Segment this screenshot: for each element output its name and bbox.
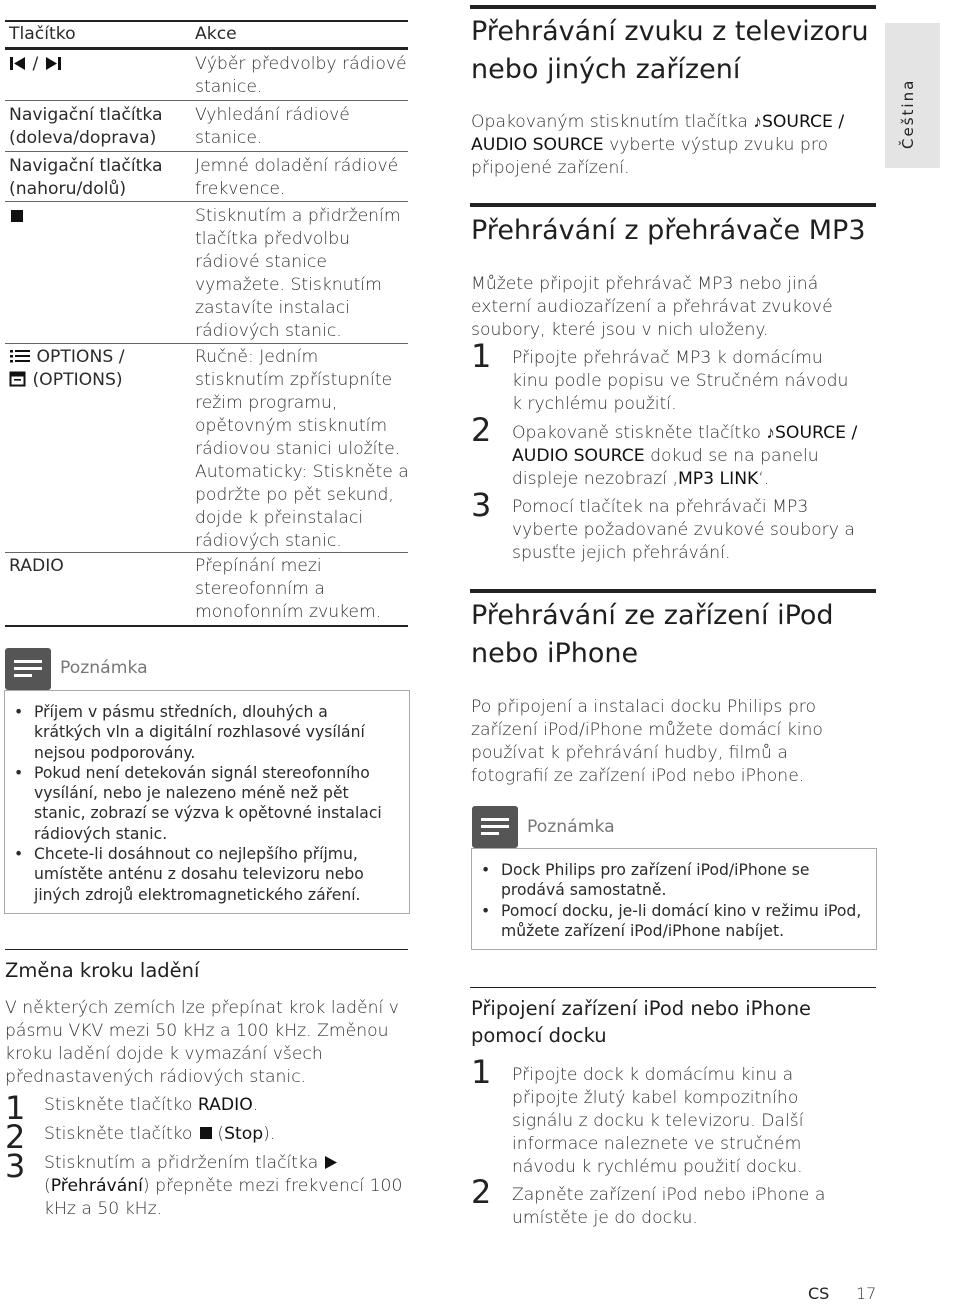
tuning-step-3: Stisknutím a přidržením tlačítka (Přehrávání) přepněte mezi frekvencí 100 kHz a 50 kHz. [44, 1153, 403, 1219]
note-title: Poznámka [527, 817, 615, 837]
table-row-1-button [9, 53, 62, 76]
previous-icon [9, 56, 27, 71]
section-rule [5, 949, 408, 950]
note-item: • Pokud není detekován signál stereofonního vysílání, nebo je nalezeno méně než pět stanic, zobrazí se výzva k opětovné instalaci rádiových stanic. [5, 763, 397, 844]
table-row-1-button-label: / [32, 54, 39, 74]
options-paren-label: (OPTIONS) [32, 370, 123, 390]
table-row-6-button: RADIO [9, 556, 64, 576]
next-icon [44, 56, 62, 71]
options-list-icon [9, 348, 31, 364]
mp3-step-3: Pomocí tlačítek na přehrávači MP3 vyberte požadované zvukové soubory a spusťte jejich přehrávání. [512, 497, 855, 563]
table-row-4-action: Stisknutím a přidržením tlačítka předvolbu rádiové stanice vymažete. Stisknutím zastavíte instalaci rádiových stanic. [195, 206, 401, 341]
note-icon [472, 806, 518, 848]
mp3-intro: Můžete připojit přehrávač MP3 nebo jiná externí audiozařízení a přehrávat zvukové soubory, které jsou v nich uloženy. [471, 274, 833, 340]
table-row-5-button [9, 346, 189, 392]
dock-step-2: Zapněte zařízení iPod nebo iPhone a umístěte je do docku. [512, 1185, 826, 1228]
dock-step-1: Připojte dock k domácímu kinu a připojte žlutý kabel kompozitního signálu z docku k televizoru. Další informace naleznete ve stručném návodu k rychlému použití docku. [512, 1065, 804, 1177]
tv-audio-paragraph: Opakovaným stisknutím tlačítka ♪SOURCE / AUDIO SOURCE vyberte výstup zvuku pro připojené zařízení. [471, 112, 845, 178]
options-label: OPTIONS / [36, 347, 125, 367]
table-bottom-rule [5, 625, 408, 627]
table-row-rule [5, 151, 408, 152]
mp3-step-1: Připojte přehrávač MP3 k domácímu kinu podle popisu ve Stručném návodu k rychlému použití. [512, 348, 849, 414]
table-row-5-action: Ručně: Jedním stisknutím zpřístupníte režim programu, opětovným stisknutím rádiovou stanici uložíte. Automaticky: Stiskněte a podržte po pět sekund, dojde k přeinstalaci rádiových stanic. [195, 347, 409, 551]
step-number: 2 [471, 411, 492, 449]
ipod-intro: Po připojení a instalaci docku Philips pro zařízení iPod/iPhone můžete domácí kino používat k přehrávání hudby, filmů a fotografií ze zařízení iPod nebo iPhone. [471, 697, 823, 786]
note-item: • Příjem v pásmu středních, dlouhých a krátkých vln a digitální rozhlasové vysílání nejsou podporovány. [5, 702, 397, 763]
section-rule [470, 987, 876, 988]
stop-icon [200, 1127, 212, 1139]
step-number: 1 [5, 1089, 26, 1127]
note-item: • Dock Philips pro zařízení iPod/iPhone se prodává samostatně. [472, 860, 867, 901]
step-number: 2 [471, 1173, 492, 1211]
table-row-3-button: Navigační tlačítka (nahoru/dolů) [9, 156, 163, 199]
page-number: 17 [856, 1284, 877, 1303]
note-item: • Pomocí docku, je-li domácí kino v režimu iPod, můžete zařízení iPod/iPhone nabíjet. [472, 901, 867, 942]
section-rule [470, 203, 876, 207]
table-row-1-action: Výběr předvolby rádiové stanice. [195, 54, 407, 97]
table-row-3-action: Jemné doladění rádiové frekvence. [195, 156, 399, 199]
tuning-intro: V některých zemích lze přepínat krok ladění v pásmu VKV mezi 50 kHz a 100 kHz. Změnou kroku ladění dojde k vymazání všech přednastavených rádiových stanic. [5, 998, 399, 1087]
note-item: • Chcete-li dosáhnout co nejlepšího příjmu, umístěte anténu z dosahu televizoru nebo jiných zdrojů elektromagnetického záření. [5, 844, 397, 905]
tuning-step-1: Stiskněte tlačítko RADIO. [44, 1095, 259, 1115]
play-icon [324, 1155, 338, 1170]
step-number: 1 [471, 1053, 492, 1091]
language-tab-label: Čeština [899, 78, 917, 149]
tuning-heading: Změna kroku ladění [5, 959, 200, 982]
stop-icon [11, 210, 23, 222]
table-top-rule [5, 20, 408, 22]
table-header-button: Tlačítko [9, 24, 76, 44]
music-note-icon: ♪ [766, 423, 776, 443]
note-box [4, 690, 410, 914]
table-row-6-action: Přepínání mezi stereofonním a monofonním zvukem. [195, 556, 382, 622]
table-row-2-button: Navigační tlačítka (doleva/doprava) [9, 105, 163, 148]
step-number: 1 [471, 337, 492, 375]
language-tab [885, 23, 940, 168]
mp3-step-2: Opakovaně stiskněte tlačítko ♪SOURCE / AUDIO SOURCE dokud se na panelu displeje nezobrazí ‚MP3 LINK‘. [512, 423, 858, 489]
step-number: 3 [471, 486, 492, 524]
step-number: 3 [5, 1147, 26, 1185]
footer-lang: CS [808, 1284, 830, 1303]
tuning-step-2: Stiskněte tlačítko (Stop). [44, 1124, 276, 1144]
table-row-rule [5, 201, 408, 202]
note-title: Poznámka [60, 658, 148, 678]
dock-heading: Připojení zařízení iPod nebo iPhone pomocí docku [471, 997, 812, 1047]
table-header-rule [5, 47, 408, 50]
table-row-rule [5, 343, 408, 344]
tv-audio-heading: Přehrávání zvuku z televizoru nebo jiných zařízení [471, 16, 869, 85]
ipod-heading: Přehrávání ze zařízení iPod nebo iPhone [471, 600, 834, 669]
step-number: 2 [5, 1118, 26, 1156]
note-box [471, 848, 877, 950]
table-row-rule [5, 100, 408, 101]
mp3-heading: Přehrávání z přehrávače MP3 [471, 215, 866, 246]
section-rule [470, 589, 876, 593]
table-row-rule [5, 552, 408, 553]
section-rule [470, 5, 876, 9]
music-note-icon: ♪ [753, 112, 762, 132]
table-header-action: Akce [195, 24, 237, 44]
options-box-icon [9, 371, 27, 387]
note-icon [5, 648, 51, 690]
table-row-2-action: Vyhledání rádiové stanice. [195, 105, 350, 148]
